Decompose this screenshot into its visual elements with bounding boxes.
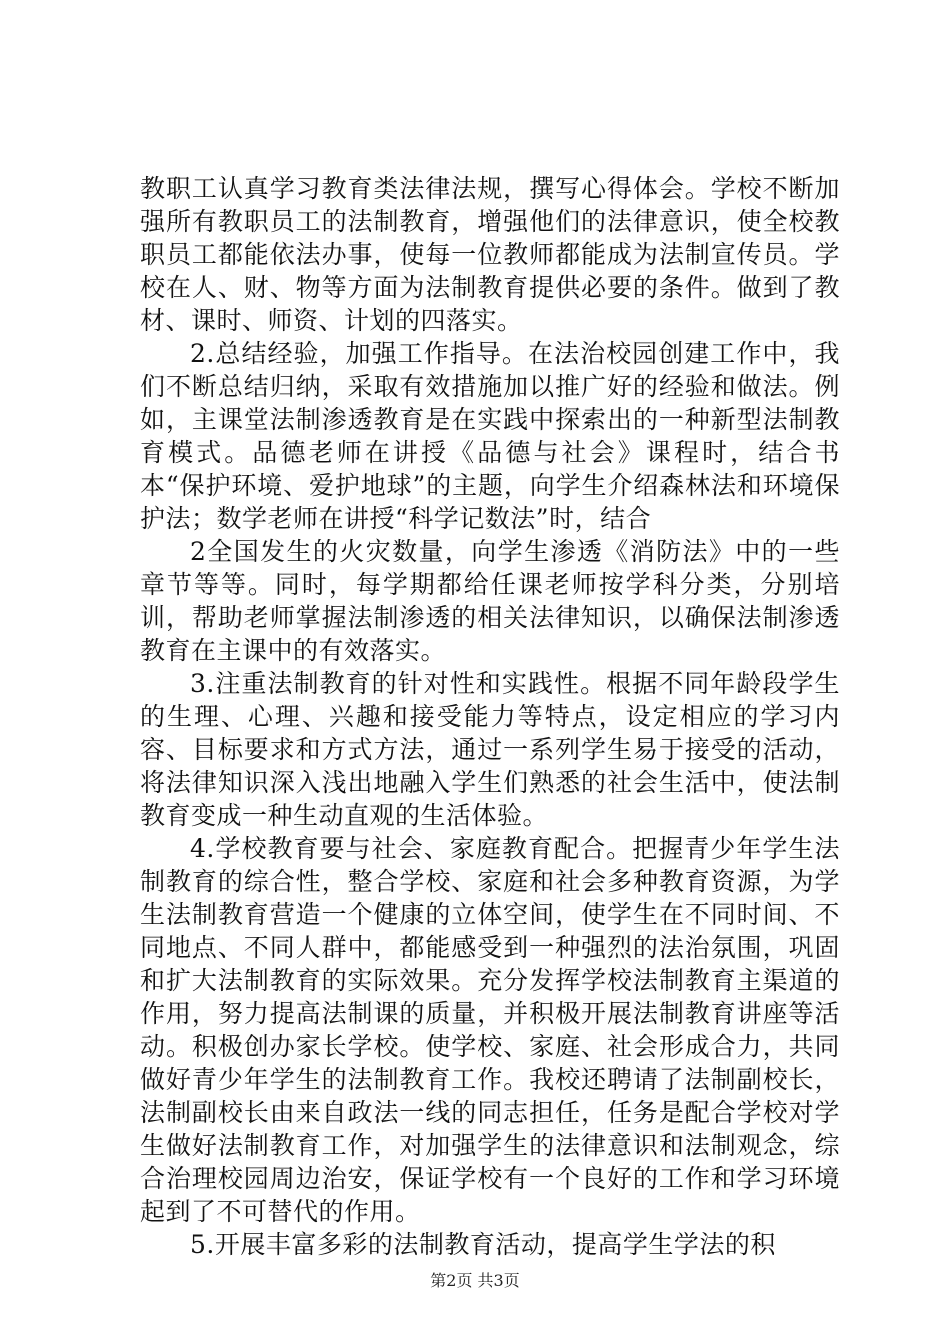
- paragraph-4: 3.注重法制教育的针对性和实践性。根据不同年龄段学生的生理、心理、兴趣和接受能力等特点，设定相应的学习内容、目标要求和方式方法，通过一系列学生易于接受的活动，将法律知识深入浅出地融入学生们熟悉的社会生活中，使法制教育变成一种生动直观的生活体验。: [140, 669, 840, 830]
- paragraph-1: 教职工认真学习教育类法律法规，撰写心得体会。学校不断加强所有教职员工的法制教育，增强他们的法律意识，使全校教职员工都能依法办事，使每一位教师都能成为法制宣传员。学校在人、财、物等方面为法制教育提供必要的条件。做到了教材、课时、师资、计划的四落实。: [140, 174, 840, 335]
- paragraph-2: 2.总结经验，加强工作指导。在法治校园创建工作中，我们不断总结归纳，采取有效措施加以推广好的经验和做法。例如，主课堂法制渗透教育是在实践中探索出的一种新型法制教育模式。品德老师在讲授《品德与社会》课程时，结合书本“保护环境、爱护地球”的主题，向学生介绍森林法和环境保护法；数学老师在讲授“科学记数法”时，结合: [140, 339, 840, 533]
- paragraph-3: 2全国发生的火灾数量，向学生渗透《消防法》中的一些章节等等。同时，每学期都给任课老师按学科分类，分别培训，帮助老师掌握法制渗透的相关法律知识，以确保法制渗透教育在主课中的有效落实。: [140, 537, 840, 665]
- document-body: [140, 172, 840, 1261]
- paragraph-5: 4.学校教育要与社会、家庭教育配合。把握青少年学生法制教育的综合性，整合学校、家庭和社会多种教育资源，为学生法制教育营造一个健康的立体空间，使学生在不同时间、不同地点、不同人群中，都能感受到一种强烈的法治氛围，巩固和扩大法制教育的实际效果。充分发挥学校法制教育主渠道的作用，努力提高法制课的质量，并积极开展法制教育讲座等活动。积极创办家长学校。使学校、家庭、社会形成合力，共同做好青少年学生的法制教育工作。我校还聘请了法制副校长，法制副校长由来自政法一线的同志担任，任务是配合学校对学生做好法制教育工作，对加强学生的法律意识和法制观念，综合治理校园周边治安，保证学校有一个良好的工作和学习环境起到了不可替代的作用。: [140, 834, 840, 1226]
- paragraph-6: 5.开展丰富多彩的法制教育活动，提高学生学法的积: [190, 1230, 776, 1259]
- page-footer: 第2页 共3页: [430, 1271, 520, 1290]
